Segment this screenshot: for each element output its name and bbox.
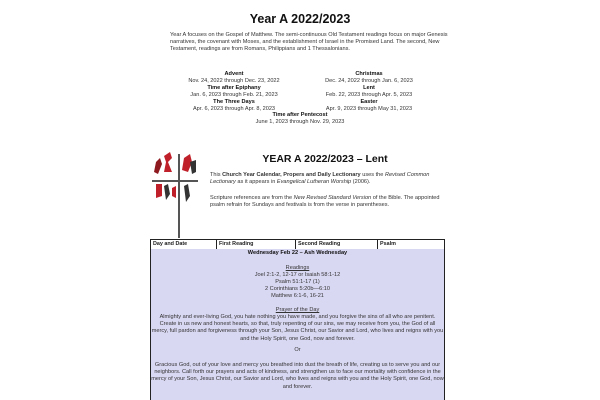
reading-3: 2 Corinthians 5:20b—6:10 [265,286,330,292]
season-lent [294,85,444,99]
season-advent [159,71,309,85]
season-christmas [294,71,444,85]
season-name: Time after Pentecost [272,112,328,118]
header-day-date: Day and Date [151,240,217,249]
season-dates: Apr. 6, 2023 through Apr. 8, 2023 [192,106,276,113]
readings-label: Readings [285,265,310,271]
season-epiphany [159,85,309,99]
day-title: Wednesday Feb 22 – Ash Wednesday [247,250,348,256]
season-dates: Dec. 24, 2022 through Jan. 6, 2023 [325,78,413,85]
lent-title: YEAR A 2022/2023 – Lent [262,153,388,165]
prayer-label: Prayer of the Day [275,307,320,313]
reading-4: Matthew 6:1-6, 16-21 [271,293,324,299]
reading-1: Joel 2:1-2, 12-17 or Isaiah 58:1-12 [254,272,341,278]
lent-cross-logo [148,150,200,238]
or-label: Or [294,347,301,353]
season-name: The Three Days [213,99,255,105]
ash-wednesday-panel [150,249,445,400]
header-second-reading: Second Reading [296,240,378,249]
reading-2: Psalm 51:1-17 (1) [275,279,320,285]
season-name: Advent [224,71,244,77]
season-name: Time after Epiphany [207,85,261,91]
season-dates: Apr. 9, 2023 through May 31, 2023 [325,106,413,113]
season-name: Lent [363,85,375,91]
header-first-reading: First Reading [217,240,296,249]
season-pentecost [225,112,375,126]
season-dates: Jan. 6, 2023 through Feb. 21, 2023 [190,92,278,99]
season-name: Easter [360,99,378,105]
intro-paragraph: Year A focuses on the Gospel of Matthew. The semi-continuous Old Testament readings focus on major Genesis narratives, the covenant with Moses, and the establishment of Israel in the Promised Land. The second, New Testament, readings are from Romans, Philippians and 1 Thessalonians. [170,32,448,53]
prayer-text-2: Gracious God, out of your love and mercy you breathed into dust the breath of life, creating us to serve you and our neighbors. Call forth our prayers and acts of kindness, and strengthen us to face our mortality with confidence in the mercy of your Son, Jesus Christ, our Savior and Lord, who lives and reigns with you and the Holy Spirit, one God, now and forever. [151,362,444,390]
season-dates: June 1, 2023 through Nov. 29, 2023 [255,119,345,126]
season-name: Christmas [355,71,383,77]
prayer-text-1: Almighty and ever-living God, you hate nothing you have made, and you forgive the sins of all who are penitent. Create in us new and honest hearts, so that, truly repenting of our sins, we may receive from you, the God of all mercy, full pardon and forgiveness through your Son, Jesus Christ, our Savior and Lord, who lives and reigns with you and the Holy Spirit, one God, now and forever. [151,314,444,342]
lectionary-note: This Church Year Calendar, Propers and Daily Lectionary uses the Revised Common Lectionary as it appears in Evangelical Lutheran Worship (2006). [210,172,430,186]
page-title: Year A 2022/2023 [249,12,351,26]
season-dates: Nov. 24, 2022 through Dec. 23, 2022 [188,78,280,85]
season-dates: Feb. 22, 2023 through Apr. 5, 2023 [325,92,413,99]
header-psalm: Psalm [380,241,396,247]
scripture-note: Scripture references are from the New Revised Standard Version of the Bible. The appointed psalm refrain for Sundays and festivals is from the verse in parentheses. [210,195,440,209]
